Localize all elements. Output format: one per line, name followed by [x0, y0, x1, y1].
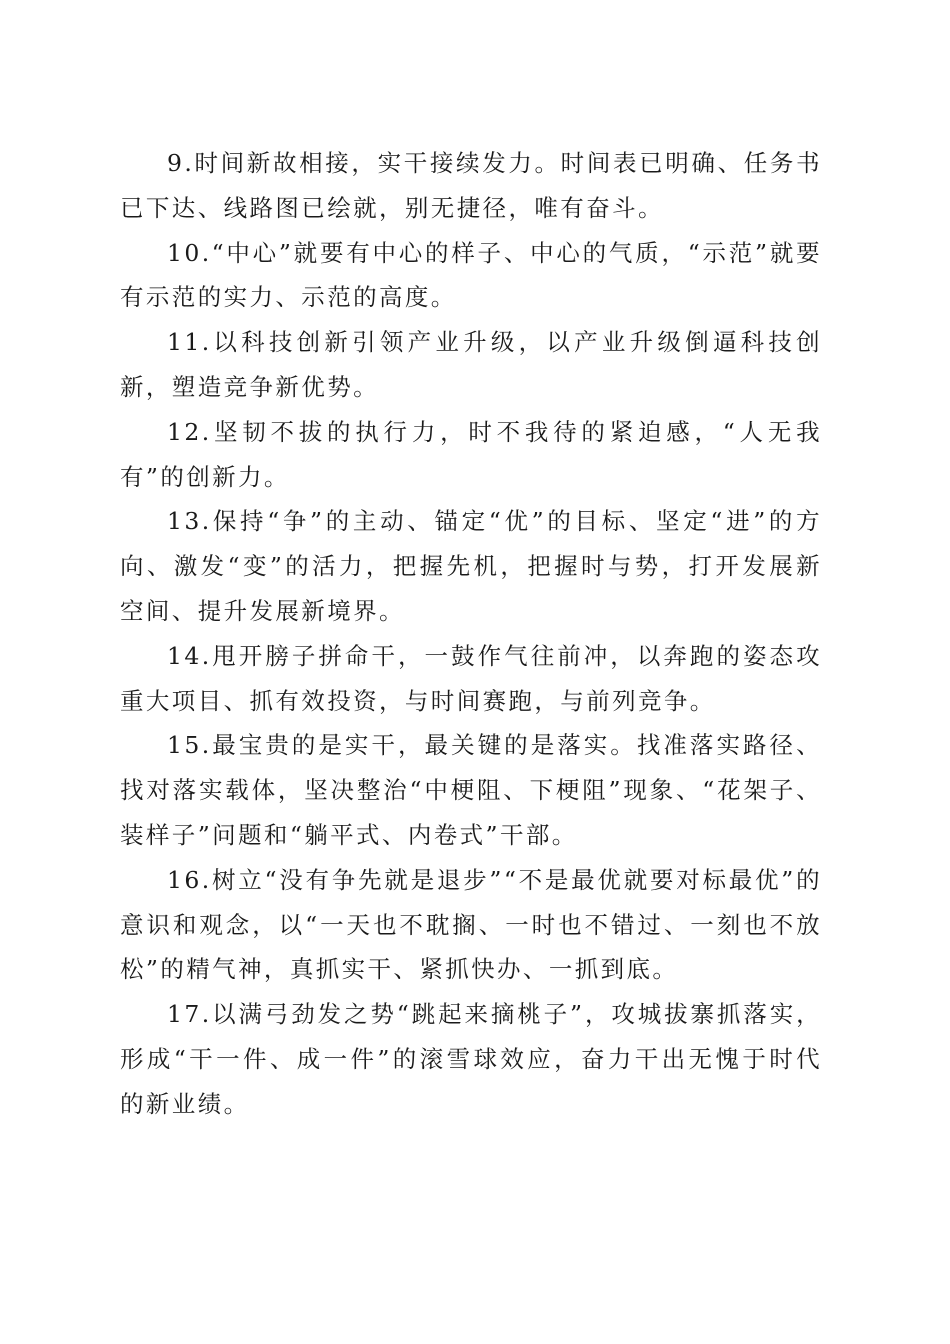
- paragraph-10: 10.“中心”就要有中心的样子、中心的气质，“示范”就要有示范的实力、示范的高度。: [120, 238, 822, 312]
- paragraph-9: 9.时间新故相接，实干接续发力。时间表已明确、任务书已下达、线路图已绘就，别无捷径，唯有奋斗。: [120, 149, 822, 222]
- paragraph-13: 13.保持“争”的主动、锚定“优”的目标、坚定“进”的方向、激发“变”的活力，把握先机，把握时与势，打开发展新空间、提升发展新境界。: [120, 507, 822, 625]
- paragraph-14: 14.甩开膀子拼命干，一鼓作气往前冲，以奔跑的姿态攻重大项目、抓有效投资，与时间赛跑，与前列竞争。: [120, 641, 822, 715]
- paragraph-11: 11.以科技创新引领产业升级，以产业升级倒逼科技创新，塑造竞争新优势。: [120, 328, 822, 401]
- paragraph-15: 15.最宝贵的是实干，最关键的是落实。找准落实路径、找对落实载体，坚决整治“中梗阻、下梗阻”现象、“花架子、装样子”问题和“躺平式、内卷式”干部。: [120, 731, 822, 849]
- paragraph-12: 12.坚韧不拔的执行力，时不我待的紧迫感，“人无我有”的创新力。: [120, 417, 822, 491]
- document-body: [120, 141, 822, 1127]
- paragraph-16: 16.树立“没有争先就是退步”“不是最优就要对标最优”的意识和观念，以“一天也不耽搁、一时也不错过、一刻也不放松”的精气神，真抓实干、紧抓快办、一抓到底。: [120, 865, 822, 984]
- paragraph-17: 17.以满弓劲发之势“跳起来摘桃子”，攻城拔寨抓落实，形成“干一件、成一件”的滚雪球效应，奋力干出无愧于时代的新业绩。: [120, 1000, 822, 1118]
